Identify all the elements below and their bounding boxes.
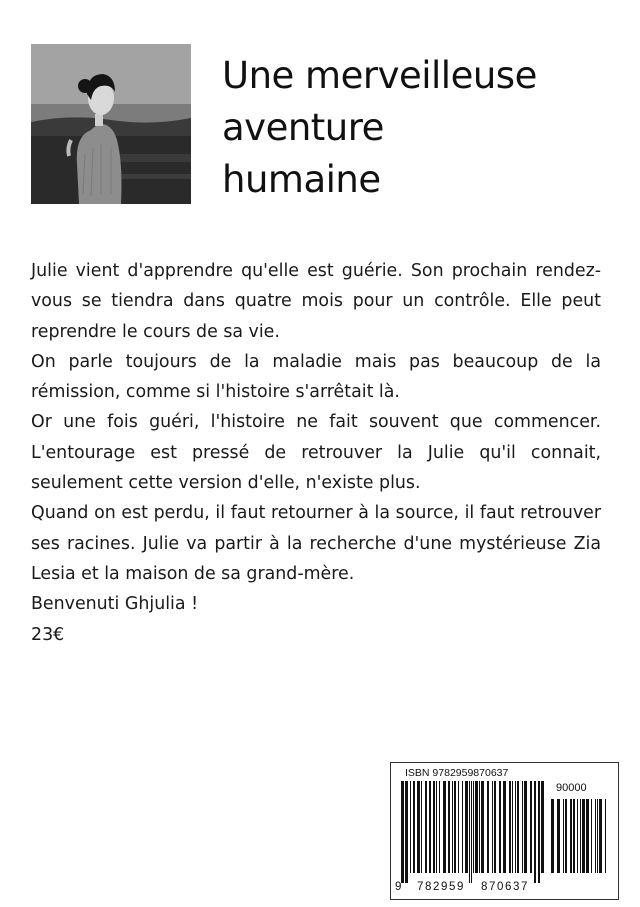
barcode-bar: [439, 781, 440, 873]
barcode-bar: [458, 781, 459, 873]
barcode-bar: [524, 781, 527, 873]
barcode-bar: [473, 781, 474, 873]
barcode-bar: [494, 781, 496, 873]
barcode-bar: [469, 781, 470, 883]
barcode-bar: [410, 781, 411, 873]
blurb-paragraph: Or une fois guéri, l'histoire ne fait souvent que commencer. L'entourage est pressé de retrouver la Julie qu'il connait, seulement cette version d'elle, n'existe plus.: [31, 412, 601, 494]
title-line: humaine: [222, 158, 381, 201]
barcode-bar: [448, 781, 450, 873]
barcode-bar: [503, 781, 506, 873]
barcode-digits-right: 870637: [481, 881, 529, 893]
barcode-bar: [582, 799, 585, 873]
back-cover-blurb: [31, 256, 601, 650]
barcode-bar: [530, 781, 532, 873]
isbn-label: ISBN 9782959870637: [405, 767, 509, 779]
barcode-bar: [452, 781, 453, 873]
barcode-bar: [515, 781, 516, 873]
blurb-paragraph: Julie vient d'apprendre qu'elle est guérie. Son prochain rendez-vous se tiendra dans quatre mois pour un contrôle. Elle peut reprendre le cours de sa vie.: [31, 261, 601, 342]
barcode-bar: [605, 799, 606, 873]
barcode-digit-first: 9: [395, 881, 402, 893]
barcode-addon-code: 90000: [556, 782, 587, 794]
barcode-bar: [534, 781, 536, 883]
barcode-bar: [462, 781, 463, 873]
barcode-bar: [499, 781, 501, 873]
blurb-paragraph: Quand on est perdu, il faut retourner à la source, il faut retrouver ses racines. Julie va partir à la recherche d'une mystérieuse Zia Lesia et la maison de sa grand-mère.: [31, 503, 601, 584]
barcode-bar: [429, 781, 431, 873]
barcode-bar: [522, 781, 523, 873]
barcode-bar: [597, 799, 598, 873]
barcode-addon-bars: [551, 799, 609, 883]
barcode-bar: [454, 781, 456, 873]
barcode-bar: [465, 781, 468, 873]
barcode-bar: [541, 781, 544, 873]
barcode-bar: [599, 799, 602, 873]
barcode-bar: [436, 781, 437, 873]
barcode-bar: [565, 799, 567, 873]
title-line: Une merveilleuse: [222, 54, 537, 97]
barcode-bar: [595, 799, 596, 873]
barcode-bar: [538, 781, 540, 883]
barcode-bar: [425, 781, 427, 873]
barcode-bar: [577, 799, 578, 873]
barcode-bar: [471, 781, 472, 883]
barcode-digits-left: 782959: [417, 881, 465, 893]
isbn-barcode: [390, 762, 619, 900]
blurb-paragraph: On parle toujours de la maladie mais pas beaucoup de la rémission, comme si l'histoire s'arrêtait là.: [31, 351, 601, 403]
barcode-bars: [401, 781, 547, 883]
barcode-bar: [481, 781, 484, 873]
barcode-bar: [443, 781, 446, 873]
barcode-bar: [563, 799, 564, 873]
barcode-bar: [475, 781, 478, 873]
barcode-bar: [487, 781, 489, 873]
barcode-bar: [479, 781, 480, 873]
barcode-bar: [557, 799, 560, 873]
barcode-bar: [421, 781, 422, 873]
barcode-bar: [591, 799, 592, 873]
blurb-signoff: Benvenuti Ghjulia !: [31, 594, 199, 615]
barcode-bar: [401, 781, 404, 883]
barcode-bar: [509, 781, 511, 873]
barcode-bar: [573, 799, 575, 873]
barcode-bar: [517, 781, 519, 873]
title-line: aventure: [222, 106, 384, 149]
barcode-bar: [405, 781, 408, 883]
barcode-bar: [580, 799, 581, 873]
barcode-bar: [417, 781, 420, 873]
barcode-bar: [433, 781, 435, 873]
author-photo: [31, 44, 191, 204]
book-title: [222, 50, 622, 206]
price: 23€: [31, 624, 65, 645]
barcode-bar: [492, 781, 493, 873]
barcode-bar: [512, 781, 513, 873]
barcode-bar: [551, 799, 554, 873]
barcode-bar: [586, 799, 589, 873]
barcode-bar: [413, 781, 415, 873]
barcode-bar: [570, 799, 572, 873]
